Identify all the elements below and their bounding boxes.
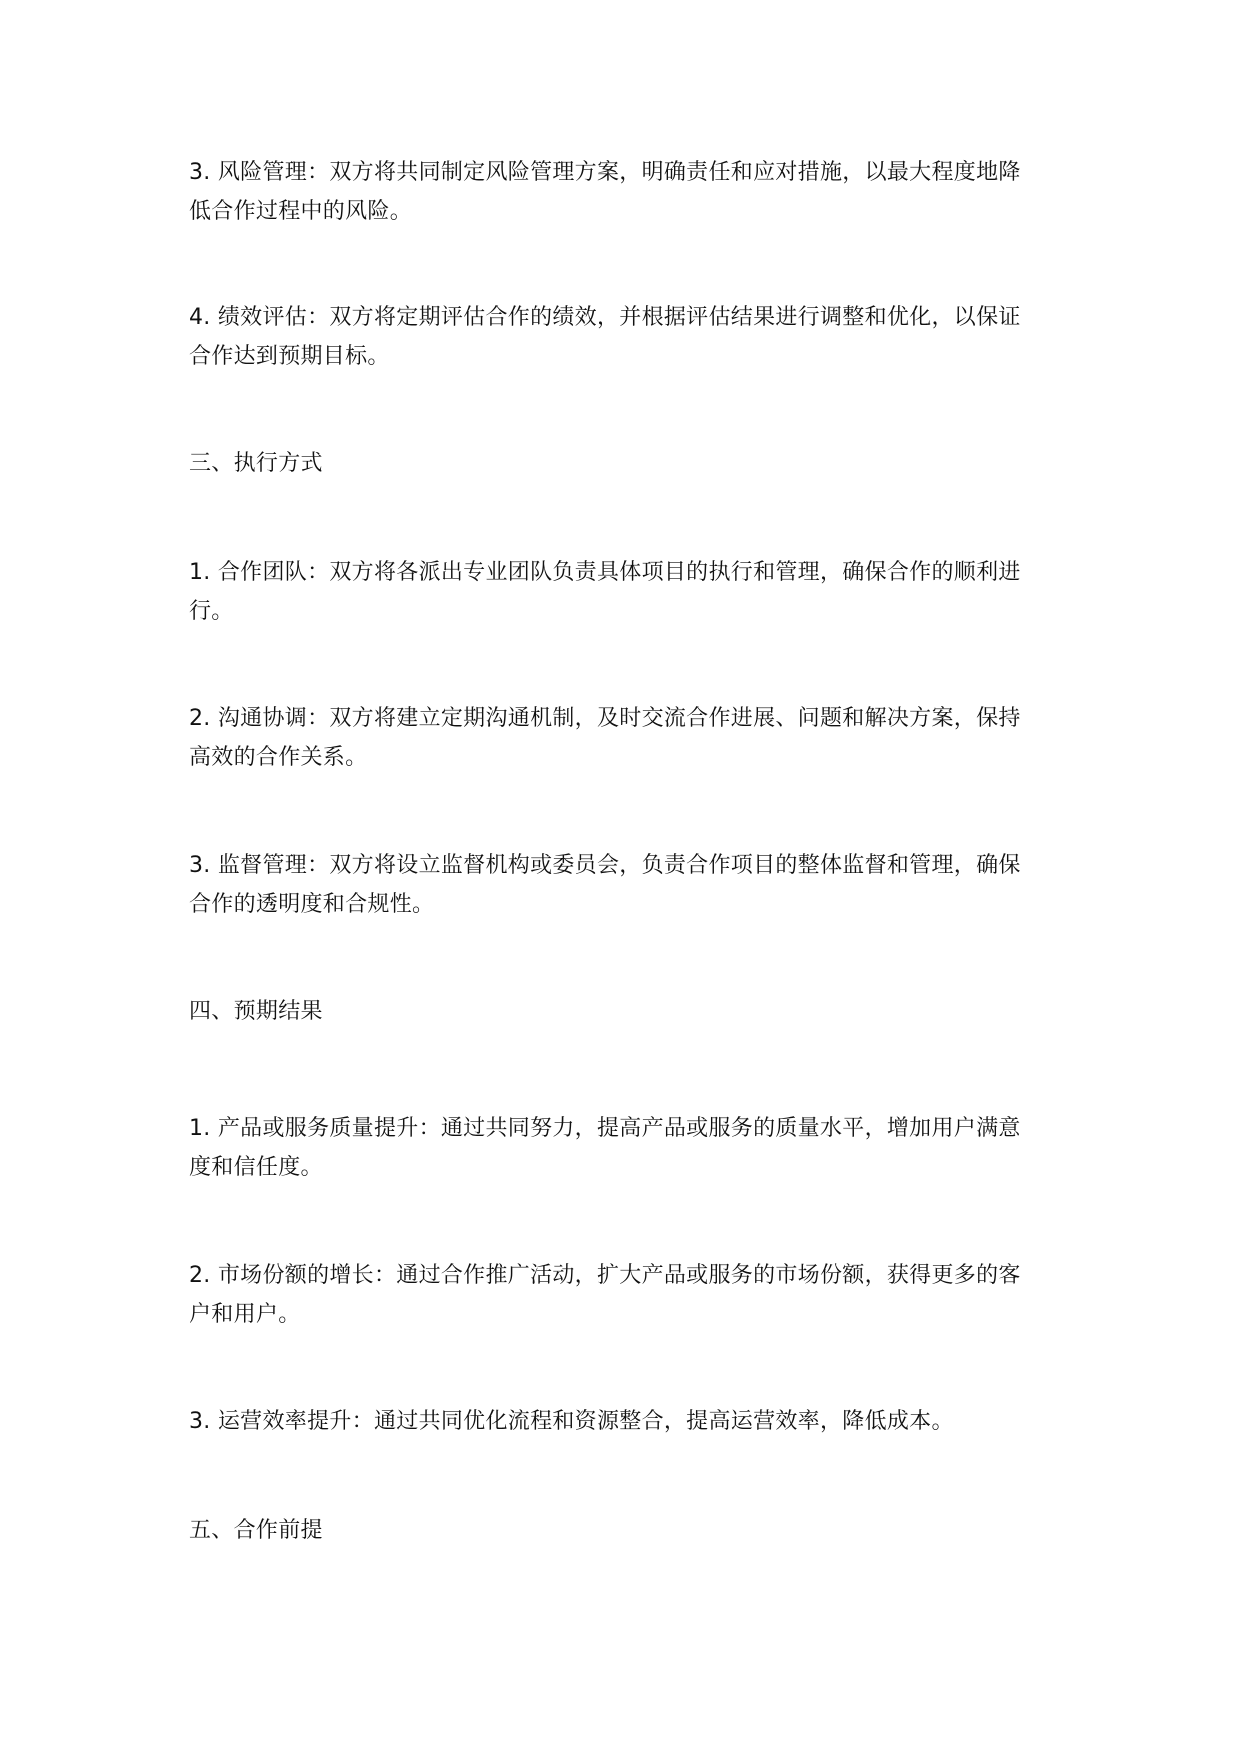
paragraph-operational-efficiency (189, 1402, 1051, 1441)
paragraph-quality-improvement (189, 1109, 1051, 1187)
text-line: 1. 合作团队：双方将各派出专业团队负责具体项目的执行和管理，确保合作的顺利进 (189, 560, 1021, 585)
paragraph-communication (189, 699, 1051, 777)
text-line: 4. 绩效评估：双方将定期评估合作的绩效，并根据评估结果进行调整和优化，以保证 (189, 305, 1021, 330)
text-line: 2. 沟通协调：双方将建立定期沟通机制，及时交流合作进展、问题和解决方案，保持 (189, 706, 1021, 731)
text-line: 户和用户。 (189, 1302, 301, 1327)
paragraph-cooperation-team (189, 553, 1051, 631)
heading-text: 五、合作前提 (189, 1518, 323, 1543)
text-line: 3. 运营效率提升：通过共同优化流程和资源整合，提高运营效率，降低成本。 (189, 1409, 954, 1434)
text-line: 3. 风险管理：双方将共同制定风险管理方案，明确责任和应对措施，以最大程度地降 (189, 160, 1021, 185)
section-heading-expected-results (189, 992, 1051, 1031)
section-heading-prerequisites (189, 1511, 1051, 1550)
paragraph-supervision (189, 846, 1051, 924)
text-line: 合作的透明度和合规性。 (189, 892, 435, 917)
paragraph-performance-evaluation (189, 298, 1051, 376)
paragraph-risk-management (189, 153, 1051, 231)
text-line: 1. 产品或服务质量提升：通过共同努力，提高产品或服务的质量水平，增加用户满意 (189, 1116, 1021, 1141)
heading-text: 三、执行方式 (189, 451, 323, 476)
text-line: 3. 监督管理：双方将设立监督机构或委员会，负责合作项目的整体监督和管理，确保 (189, 853, 1021, 878)
text-line: 低合作过程中的风险。 (189, 199, 413, 224)
text-line: 高效的合作关系。 (189, 745, 368, 770)
paragraph-market-share (189, 1256, 1051, 1334)
text-line: 2. 市场份额的增长：通过合作推广活动，扩大产品或服务的市场份额，获得更多的客 (189, 1263, 1021, 1288)
text-line: 行。 (189, 599, 234, 624)
section-heading-execution (189, 444, 1051, 483)
heading-text: 四、预期结果 (189, 999, 323, 1024)
text-line: 度和信任度。 (189, 1155, 323, 1180)
text-line: 合作达到预期目标。 (189, 344, 390, 369)
